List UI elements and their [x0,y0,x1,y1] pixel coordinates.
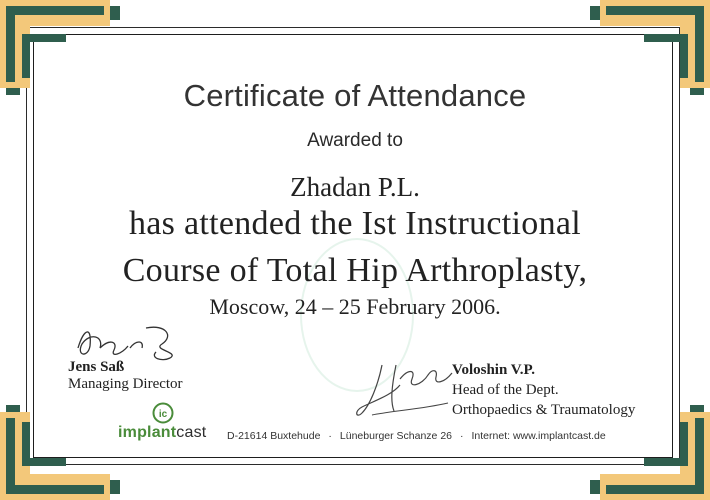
company-address [227,430,606,442]
implantcast-logo-icon [152,402,174,424]
left-signatory-role: Managing Director [68,376,183,392]
corner-ornament-icon [0,405,120,500]
logo-wordmark-part2: cast [176,424,207,441]
recipient-name: Zhadan P.L. [290,172,420,202]
logo-wordmark [118,424,206,442]
logo-wordmark-part1: implant [118,424,177,441]
logo-mark-text: ic [158,409,168,420]
address-postal: D-21614 Buxtehude [227,430,321,442]
right-signature [352,355,462,425]
right-signatory-role-line1: Head of the Dept. [452,382,559,398]
attendance-line-2: Course of Total Hip Arthroplasty, [122,252,588,289]
right-signatory-name: Voloshin V.P. [452,362,535,378]
attendance-line-1: has attended the Ist Instructional [128,205,582,242]
left-signatory-name: Jens Saß [68,359,125,375]
address-separator: · [460,430,464,442]
certificate-title: Certificate of Attendance [183,78,527,113]
address-separator: · [328,430,332,442]
attendance-line-3: Moscow, 24 – 25 February 2006. [209,294,501,319]
left-signatory [68,359,183,393]
right-signatory-role-line2: Orthopaedics & Traumatology [452,402,636,418]
address-street: Lüneburger Schanze 26 [339,430,452,442]
awarded-to-label: Awarded to [307,130,403,151]
address-web: Internet: www.implantcast.de [471,430,606,442]
implantcast-logo [118,402,214,444]
right-signatory [452,360,635,420]
